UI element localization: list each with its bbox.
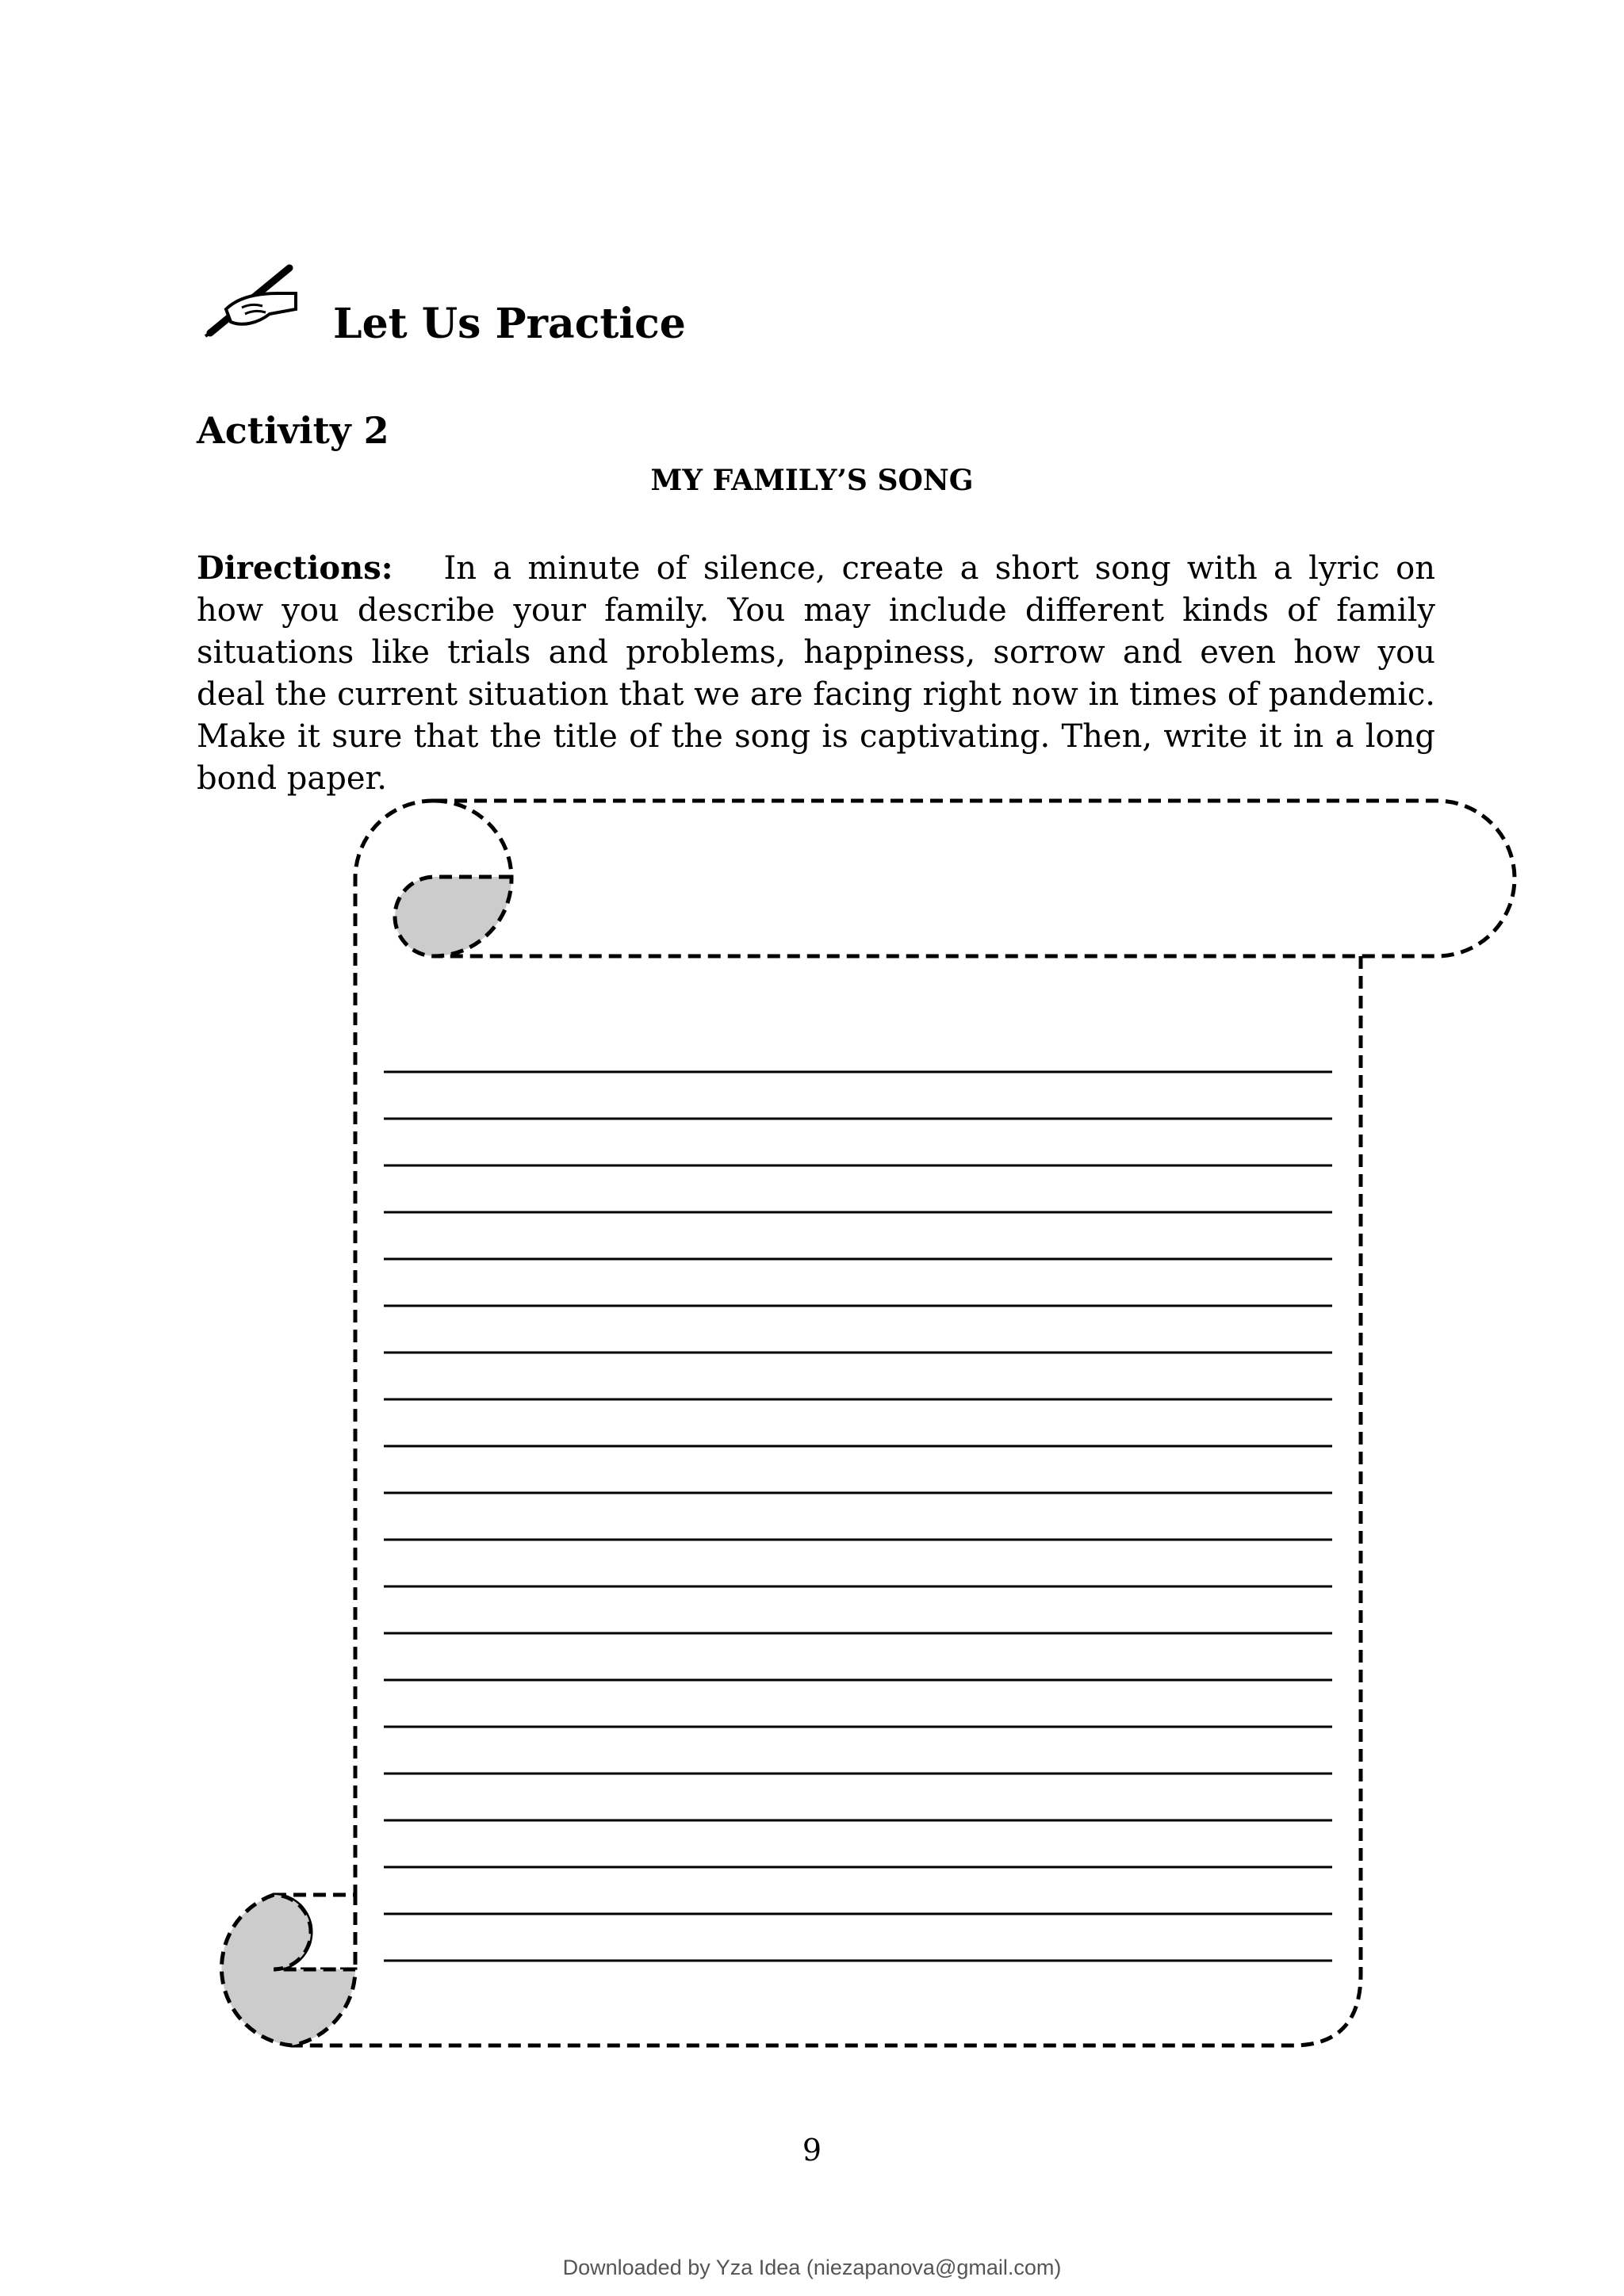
scroll-left-edge — [355, 801, 435, 1895]
section-title: Let Us Practice — [333, 300, 686, 348]
song-title: MY FAMILY’S SONG — [650, 464, 974, 497]
activity-title: Activity 2 — [197, 409, 389, 452]
scroll-top-band — [435, 801, 1515, 956]
directions-text: In a minute of silence, create a short song with a lyric on how you describe your family. You may include different kinds of family situations like trials and problems, happiness, sorrow and even how you deal the current situation that we are facing right now in times of pandemic. Make it sure that the title of the song is captivating. Then, write it in a long bond paper. — [197, 550, 1435, 797]
directions-label: Directions: — [197, 549, 393, 587]
top-curl-fill — [395, 877, 511, 956]
top-curl-outline — [435, 801, 511, 877]
page-number: 9 — [802, 2133, 822, 2168]
download-footer: Downloaded by Yza Idea (niezapanova@gmail.com) — [562, 2256, 1062, 2279]
bottom-curl-fill — [221, 1895, 355, 2045]
